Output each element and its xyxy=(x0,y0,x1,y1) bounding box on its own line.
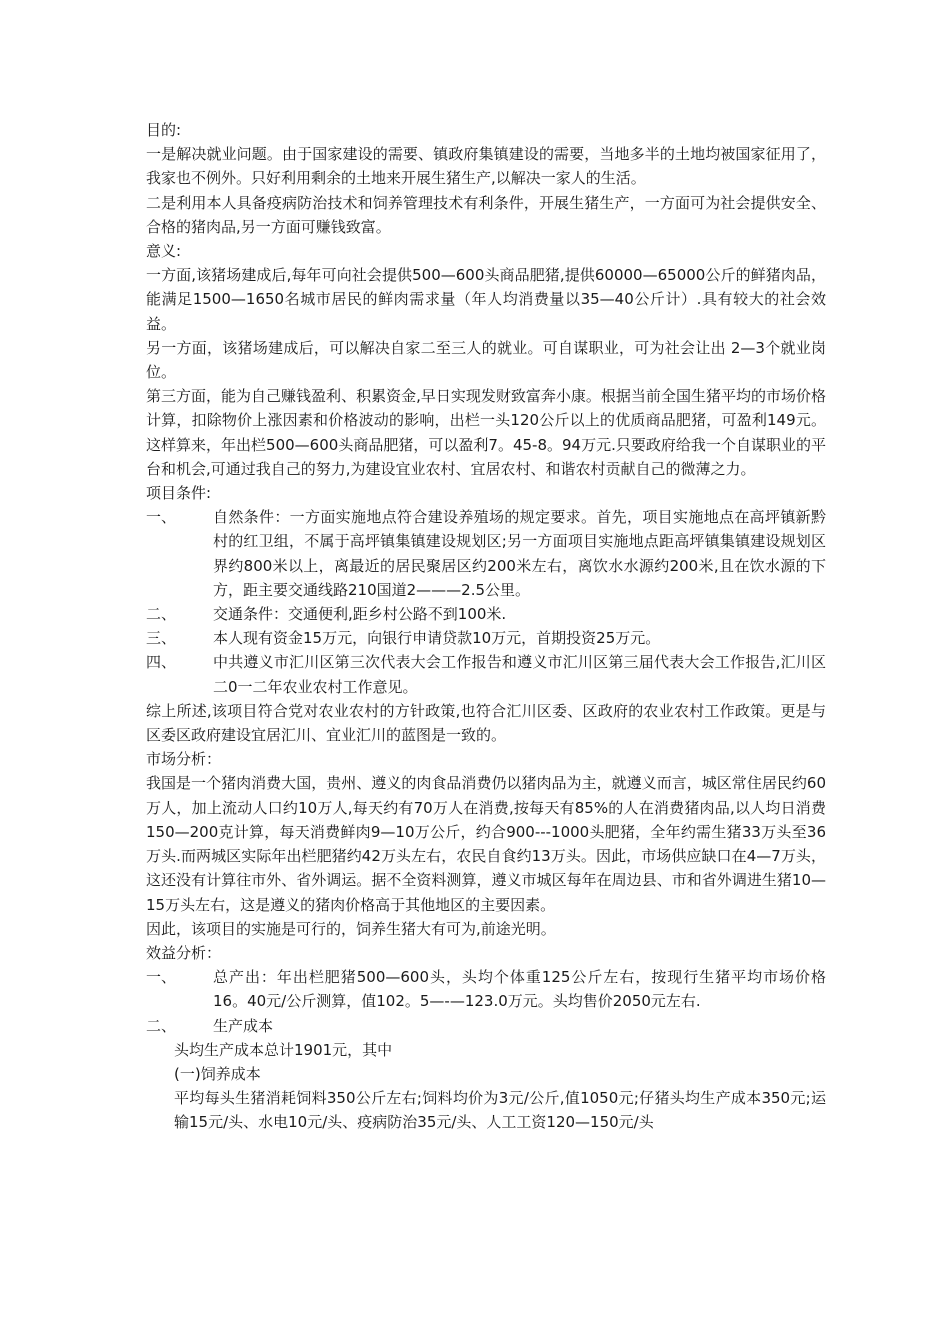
cost-total-line: 头均生产成本总计1901元，其中 xyxy=(174,1040,393,1059)
condition-text: 自然条件：一方面实施地点符合建设养殖场的规定要求。首先，项目实施地点在高坪镇新黔村的红卫组，不属于高坪镇集镇建设规划区;另一方面项目实施地点距高坪镇集镇建设规划区界约800米以上，离最近的居民聚居区约200米左右，离饮水水源约200米,且在饮水源的下方，距主要交通线路210国道2———2.5公里。 xyxy=(213,508,826,599)
benefit-number: 二、 xyxy=(146,1016,177,1035)
benefit-item-1 xyxy=(146,965,826,1013)
benefit-text: 总产出：年出栏肥猪500—600头，头均个体重125公斤左右，按现行生猪平均市场价格16。40元/公斤测算，值102。5—-—123.0万元。头均售价2050元左右. xyxy=(213,968,826,1011)
feed-cost-paragraph: 平均每头生猪消耗饲料350公斤左右;饲料均价为3元/公斤,值1050元;仔猪头均生产成本350元;运输15元/头、水电10元/头、疫病防治35元/头、人工工资120—150元/头 xyxy=(174,1089,826,1132)
condition-item-4 xyxy=(146,650,826,698)
condition-number: 一、 xyxy=(146,508,177,527)
condition-item-3 xyxy=(146,626,826,650)
market-paragraph-2: 因此，该项目的实施是可行的，饲养生猪大有可为,前途光明。 xyxy=(146,919,556,938)
benefit-item-2 xyxy=(146,1014,826,1038)
purpose-paragraph-2: 二是利用本人具备疫病防治技术和饲养管理技术有利条件，开展生猪生产，一方面可为社会提供安全、合格的猪肉品,另一方面可赚钱致富。 xyxy=(146,193,826,236)
purpose-heading: 目的: xyxy=(146,121,182,139)
meaning-paragraph-1: 一方面,该猪场建成后,每年可向社会提供500—600头商品肥猪,提供60000—65000公斤的鲜猪肉品，能满足1500—1650名城市居民的鲜肉需求量（年人均消费量以35—40公斤计）.具有较大的社会效益。 xyxy=(146,266,826,333)
benefit-text: 生产成本 xyxy=(213,1016,274,1035)
feed-cost-heading: (一)饲养成本 xyxy=(174,1064,261,1083)
benefit-heading: 效益分析： xyxy=(146,943,222,962)
condition-text: 本人现有资金15万元，向银行申请贷款10万元，首期投资25万元。 xyxy=(213,629,661,648)
condition-text: 交通条件：交通便利,距乡村公路不到100米. xyxy=(213,605,507,624)
meaning-paragraph-3: 第三方面，能为自己赚钱盈利、积累资金,早日实现发财致富奔小康。根据当前全国生猪平均的市场价格计算，扣除物价上涨因素和价格波动的影响，出栏一头120公斤以上的优质商品肥猪，可盈利149元。这样算来，年出栏500—600头商品肥猪，可以盈利7。45-8。94万元.只要政府给我一个自谋职业的平台和机会,可通过我自己的努力,为建设宜业农村、宜居农村、和谐农村贡献自己的微薄之力。 xyxy=(146,387,826,478)
condition-number: 二、 xyxy=(146,605,177,624)
summary-paragraph: 综上所述,该项目符合党对农业农村的方针政策,也符合汇川区委、区政府的农业农村工作政策。更是与区委区政府建设宜居汇川、宜业汇川的蓝图是一致的。 xyxy=(146,701,826,745)
condition-item-1 xyxy=(146,505,826,602)
condition-item-2 xyxy=(146,602,826,626)
condition-text: 中共遵义市汇川区第三次代表大会工作报告和遵义市汇川区第三届代表大会工作报告,汇川区二0一二年农业农村工作意见。 xyxy=(213,653,826,696)
meaning-paragraph-2: 另一方面，该猪场建成后，可以解决自家二至三人的就业。可自谋职业，可为社会让出 2—3个就业岗位。 xyxy=(146,338,826,382)
condition-number: 四、 xyxy=(146,653,177,672)
benefit-number: 一、 xyxy=(146,968,177,987)
document-page xyxy=(146,118,826,1135)
market-paragraph-1: 我国是一个猪肉消费大国，贵州、遵义的肉食品消费仍以猪肉品为主，就遵义而言，城区常住居民约60万人，加上流动人口约10万人,每天约有70万人在消费,按每天有85%的人在消费猪肉品,以人均日消费150—200克计算，每天消费鲜肉9—10万公斤，约合900---1000头肥猪，全年约需生猪33万头至36万头.而两城区实际年出栏肥猪约42万头左右，农民自食约13万头。因此，市场供应缺口在4—7万头，这还没有计算往市外、省外调运。据不全资料测算，遵义市城区每年在周边县、市和省外调进生猪10—15万头左右，这是遵义的猪肉价格高于其他地区的主要因素。 xyxy=(146,774,826,914)
condition-number: 三、 xyxy=(146,629,177,648)
meaning-heading: 意义: xyxy=(146,242,182,261)
market-heading: 市场分析： xyxy=(146,750,222,769)
conditions-heading: 项目条件: xyxy=(146,484,212,503)
purpose-paragraph-1: 一是解决就业问题。由于国家建设的需要、镇政府集镇建设的需要，当地多半的土地均被国家征用了，我家也不例外。只好利用剩余的土地来开展生猪生产,以解决一家人的生活。 xyxy=(146,145,826,188)
